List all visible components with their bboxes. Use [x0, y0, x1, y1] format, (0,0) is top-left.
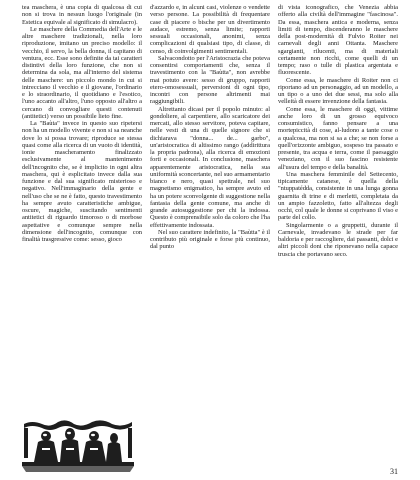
paragraph: tea maschera, è una copia di qualcosa di cui non si trova in nessun luogo l'originale (in Estetica equivale al significato di simulacro). — [22, 4, 142, 26]
text-column-left — [22, 4, 142, 258]
paragraph: Nel suo carattere indefinito, la "Baùtta" è il contributo più originale e forse più continuo, dal punto — [150, 228, 270, 251]
paragraph: Altrettanto dicasi per il popolo minuto: al gondoliere, al carpentiere, allo scaricatore dei mercati, allo stesso servitore, poteva capitare, nelle vesti di una di quelle signore che si dichiarava "donna... de... garbo", un'aristocratica di altissimo rango (addirittura la propria padrona), alla ricerca di emozioni forti e occasionali. In conclusione, maschera apparentemente aristocratica, nella sua uniformità sconcertante, nel suo armamentario bianco e nero, quasi spettrale, nel suo magnetismo enigmatico, ha sempre avuto ed ha un potere sconvolgente di suggestione nella fantasia della gente comune, ma anche di grande autosuggestione per chi la indossa. Questo è comprensibile solo da coloro che l'ha effettivamente indossata. — [150, 105, 270, 229]
paragraph: Come essa, le maschere di oggi, vittime anche loro di un grosso equivoco consumistico, fanno pensare a una mortepiccità di cose, al-ludono a tante cose o a qualcosa, ma non si sa a che; se non forse a quell'orizzonte ambiguo, sospeso tra passato e presente, tra acqua e terra, come il paesaggio veneziano, con il suo fascino resistente all'usura del tempo e della banalità. — [278, 105, 398, 171]
text-column-middle — [150, 4, 270, 258]
paragraph: d'azzardo e, in alcuni casi, violenze o vendette verso persone. La possibilità di frequentare case di piacere o bische per un divertimento audace, estremo, senza limite; rapporti sessuali occasionali, anonimi, senza complicazioni di qualsiasi tipo, di classe, di censo, di coinvolgimenti sentimentali. — [150, 4, 270, 55]
page-number: 31 — [390, 467, 398, 476]
paragraph: Come essa, le maschere di Roiter non ci riportano ad un personaggio, ad un modello, a un tipo o a uno dei due sessi, ma solo alla velleità di essere invenzione della fantasia. — [278, 76, 398, 106]
paragraph: Una maschera femminile del Settecento, tipicamente catanese, è quella della "ntuppatédda, consistente in una lunga gonna guarnita di trine e di merletti, completata da un ampio fazzoletto, fatto all'altezza degli occhi, col quale le donne si coprivano il viso e parte del collo. — [278, 170, 398, 222]
text-columns — [22, 4, 398, 258]
paragraph: Singolarmente o a gruppetti, durante il Carnevale, invadevano le strade per far baldoria e per raccogliere, dai passanti, dolci e altri piccoli doni che riponevano nella capace truscia che portavano seco. — [278, 221, 398, 258]
paragraph: La "Baùta" invece in questo suo ripetersi non ha un modello vivente e non si sa neanche dove lo si possa trovare; riproduce se stessa quasi come alla ricerca di un vuoto di identità, ionie mascheramento finalizzato esclusivamente al mantenimento dell'incognito che, se è implicito in ogni altra maschera, qui è esplicitato invece dalla sua funzione e dal sua significato misterioso e negativo. Nell'immaginario della gente e nell'uso che se ne è fatto, questo travestimento ha sempre avuto caratteristiche ambigue, oscure, magiche, suscitando sentimenti antitetici di riguardo timoroso o di morbose aspettative e comunque sempre nella dimensione dell'incognito, comunque con finalità trasgressive come: sesso, gioco — [22, 120, 142, 243]
theatre-scene-ornament — [22, 418, 134, 472]
text-column-right — [278, 4, 398, 258]
paragraph: Salvacondotto per l'Aristocrazia che poteva consentirsi comportamenti che, senza il travestimento con la "Baùtta", non avrebbe mai potuto avere: sesso di gruppo, rapporti etero-omosessuali, perversioni di ogni tipo, incontri con persone altrimenti mai raggiungibili. — [150, 54, 270, 106]
paragraph: di vista iconografico, che Venezia abbia offerto alla civiltà dell'immagine "fascinosa". Da essa, maschera antica e moderna, senza limiti di tempo, discenderanno le maschere della post-modernità di Fulvio Roiter nei carnevali degli anni Ottanta. Maschere sgargianti, rilucenti, ma di materiali certamente non ricchi, come quelli di un tempo; raso o tulle di plastica argentata e fluorescente. — [278, 4, 398, 77]
paragraph: Le maschere della Commedia dell'Arte e le altre maschere tradizionali, nella loro riproduzione, imitano un preciso modello: il vecchio, il servo, la bella donna, il capitano di ventura, ecc. Esse sono definite da tai caratteri distintivi della loro funzione, che non si determina da sola, ma all'interno del sistema delle maschere: un piccolo mondo in cui si intrecciano il vecchio e il giovane, l'ordinario e lo straordinario, il quotidiano e l'esotico, l'uno accanto all'altro, l'uno opposto all'altro a cercano di convogliare questi contenuti (antitetici) verso un possibile lieto fine. — [22, 25, 142, 120]
document-page — [22, 4, 398, 480]
